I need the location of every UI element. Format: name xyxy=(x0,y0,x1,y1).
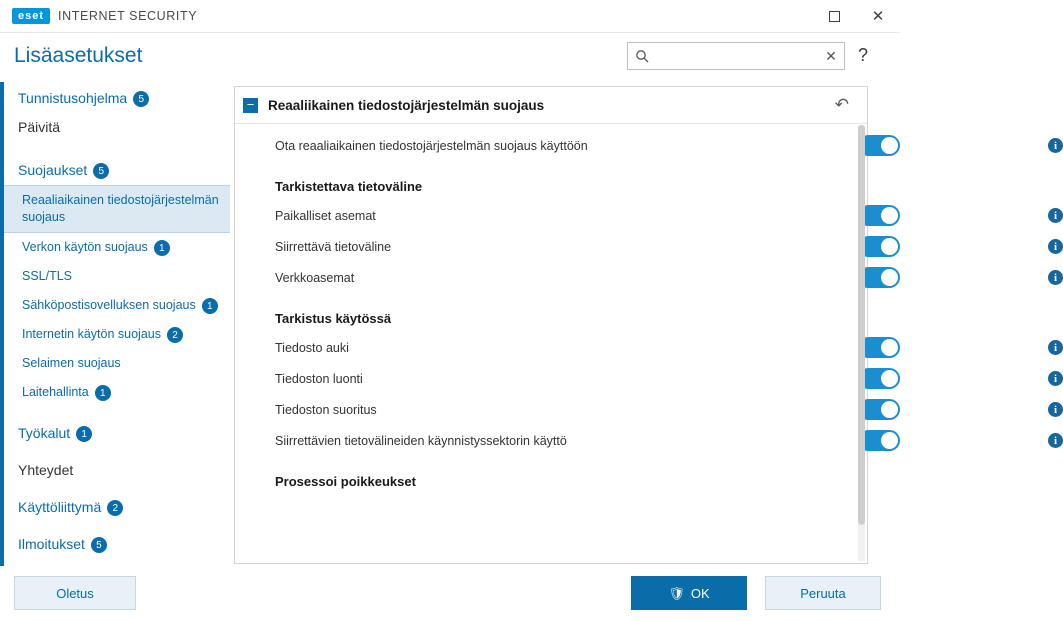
settings-rows xyxy=(235,124,1058,495)
setting-label: Paikalliset asemat xyxy=(275,208,376,223)
close-button[interactable] xyxy=(856,0,900,32)
toggle-knob xyxy=(881,370,898,387)
setting-label: Tiedosto auki xyxy=(275,340,349,355)
group-title-scan-on: Tarkistus käytössä xyxy=(275,311,392,326)
sidebar-item-verkon-kayton-suojaus[interactable] xyxy=(4,233,230,262)
toggle-knob xyxy=(881,269,898,286)
sidebar-item-suojaukset[interactable] xyxy=(4,156,230,185)
sidebar-item-label: Reaaliaikainen tiedostojärjestelmän suojaus xyxy=(22,193,219,224)
section-title: Reaaliikainen tiedostojärjestelmän suojaus xyxy=(268,97,545,113)
setting-row-network-drives[interactable] xyxy=(235,262,1058,293)
cancel-button-label: Peruuta xyxy=(800,585,846,601)
toggle-knob xyxy=(881,401,898,418)
sidebar-item-reaaliaikainen-tiedostojarjestelman-suojaus[interactable] xyxy=(4,185,230,233)
info-icon[interactable]: i xyxy=(1048,138,1063,153)
collapse-glyph: − xyxy=(246,96,255,112)
toggle-knob xyxy=(881,238,898,255)
sidebar-item-badge: 2 xyxy=(107,500,123,516)
footer xyxy=(0,566,900,621)
sidebar-item-label: Verkon käytön suojaus xyxy=(22,240,148,254)
info-icon[interactable]: i xyxy=(1048,340,1063,355)
sidebar-item-badge: 2 xyxy=(167,327,183,343)
collapse-icon[interactable] xyxy=(243,98,258,113)
close-icon: ✕ xyxy=(871,8,885,25)
info-icon[interactable]: i xyxy=(1048,270,1063,285)
sidebar-item-laitehallinta[interactable] xyxy=(4,378,230,407)
sidebar-item-badge: 5 xyxy=(133,91,149,107)
sidebar-item-badge: 5 xyxy=(91,537,107,553)
setting-label: Ota reaaliaikainen tiedostojärjestelmän suojaus käyttöön xyxy=(275,138,588,153)
sidebar-item-label: Laitehallinta xyxy=(22,385,89,399)
sidebar-item-label: Sähköpostisovelluksen suojaus xyxy=(22,298,196,312)
sidebar-item-ssl-tls[interactable] xyxy=(4,262,230,291)
sidebar-item-label: SSL/TLS xyxy=(22,269,73,283)
sidebar-item-kayttoliittyma[interactable] xyxy=(4,493,230,522)
setting-row-file-open[interactable] xyxy=(235,332,1058,363)
maximize-icon xyxy=(829,11,840,22)
cancel-button[interactable] xyxy=(765,576,881,610)
group-title-process-exclusions: Prosessoi poikkeukset xyxy=(275,474,416,489)
maximize-button[interactable] xyxy=(812,0,856,32)
sidebar-item-tyokalut[interactable] xyxy=(4,419,230,448)
ok-button[interactable] xyxy=(631,576,747,610)
sidebar-item-label: Käyttöliittymä xyxy=(18,499,102,515)
sidebar-item-label: Päivitä xyxy=(18,119,61,135)
sidebar-item-badge: 1 xyxy=(76,426,92,442)
window-controls xyxy=(812,0,900,32)
sidebar-item-selaimen-suojaus[interactable] xyxy=(4,349,230,378)
sidebar-item-label: Tunnistusohjelma xyxy=(18,90,128,106)
sidebar-item-badge: 1 xyxy=(95,385,111,401)
setting-row-enable-realtime[interactable] xyxy=(235,130,1058,161)
setting-label: Siirrettävien tietovälineiden käynnistyssektorin käyttö xyxy=(275,433,567,448)
group-title-media: Tarkistettava tietoväline xyxy=(275,179,423,194)
ok-button-label: OK xyxy=(690,585,710,601)
toggle-knob xyxy=(881,137,898,154)
setting-row-local-drives[interactable] xyxy=(235,200,1058,231)
clear-search-icon[interactable]: ✕ xyxy=(825,48,837,64)
revert-icon[interactable]: ↶ xyxy=(834,95,849,114)
sidebar-item-label: Suojaukset xyxy=(18,162,88,178)
brand xyxy=(0,8,197,24)
footer-accent xyxy=(0,566,4,620)
setting-label: Siirrettävä tietoväline xyxy=(275,239,392,254)
sidebar-item-label: Internetin käytön suojaus xyxy=(22,327,161,341)
sidebar-item-yhteydet[interactable] xyxy=(4,456,230,485)
info-icon[interactable]: i xyxy=(1048,208,1063,223)
toggle-knob xyxy=(881,339,898,356)
sidebar-item-badge: 1 xyxy=(154,240,170,256)
default-button[interactable] xyxy=(14,576,136,610)
setting-label: Tiedoston luonti xyxy=(275,371,363,386)
toggle-knob xyxy=(881,432,898,449)
sidebar-item-tunnistusohjelma[interactable] xyxy=(4,84,230,113)
section-header xyxy=(235,87,867,124)
search-input[interactable] xyxy=(649,49,820,63)
help-button[interactable]: ? xyxy=(858,45,869,65)
sidebar-item-label: Työkalut xyxy=(18,425,71,441)
sidebar-item-badge: 5 xyxy=(93,163,109,179)
setting-row-removable-boot-sector[interactable] xyxy=(235,425,1058,456)
title-bar xyxy=(0,0,900,33)
page-header xyxy=(0,32,900,82)
sidebar-item-internetin-kayton-suojaus[interactable] xyxy=(4,320,230,349)
info-icon[interactable]: i xyxy=(1048,433,1063,448)
content-scrollbar-thumb[interactable] xyxy=(858,125,865,525)
shield-icon: 🛡 xyxy=(668,585,685,601)
info-icon[interactable]: i xyxy=(1048,402,1063,417)
sidebar-item-label: Selaimen suojaus xyxy=(22,356,121,370)
setting-row-file-execute[interactable] xyxy=(235,394,1058,425)
sidebar-item-sahkopostisovelluksen-suojaus[interactable] xyxy=(4,291,230,320)
sidebar-item-label: Yhteydet xyxy=(18,462,74,478)
page-title: Lisäasetukset xyxy=(14,44,143,67)
info-icon[interactable]: i xyxy=(1048,371,1063,386)
setting-row-file-create[interactable] xyxy=(235,363,1058,394)
default-button-label: Oletus xyxy=(56,585,94,601)
sidebar-item-label: Ilmoitukset xyxy=(18,536,85,552)
sidebar-item-badge: 1 xyxy=(202,298,218,314)
settings-panel xyxy=(234,86,1058,564)
setting-label: Verkkoasemat xyxy=(275,270,355,285)
eset-logo: eset xyxy=(12,8,50,24)
sidebar-item-paivita[interactable] xyxy=(4,113,230,142)
sidebar xyxy=(4,84,230,564)
setting-label: Tiedoston suoritus xyxy=(275,402,377,417)
search-box[interactable] xyxy=(627,42,845,70)
sidebar-item-ilmoitukset[interactable] xyxy=(4,530,230,559)
setting-row-removable-media[interactable] xyxy=(235,231,1058,262)
search-icon xyxy=(635,49,649,63)
info-icon[interactable]: i xyxy=(1048,239,1063,254)
toggle-knob xyxy=(881,207,898,224)
product-name: INTERNET SECURITY xyxy=(58,9,198,23)
